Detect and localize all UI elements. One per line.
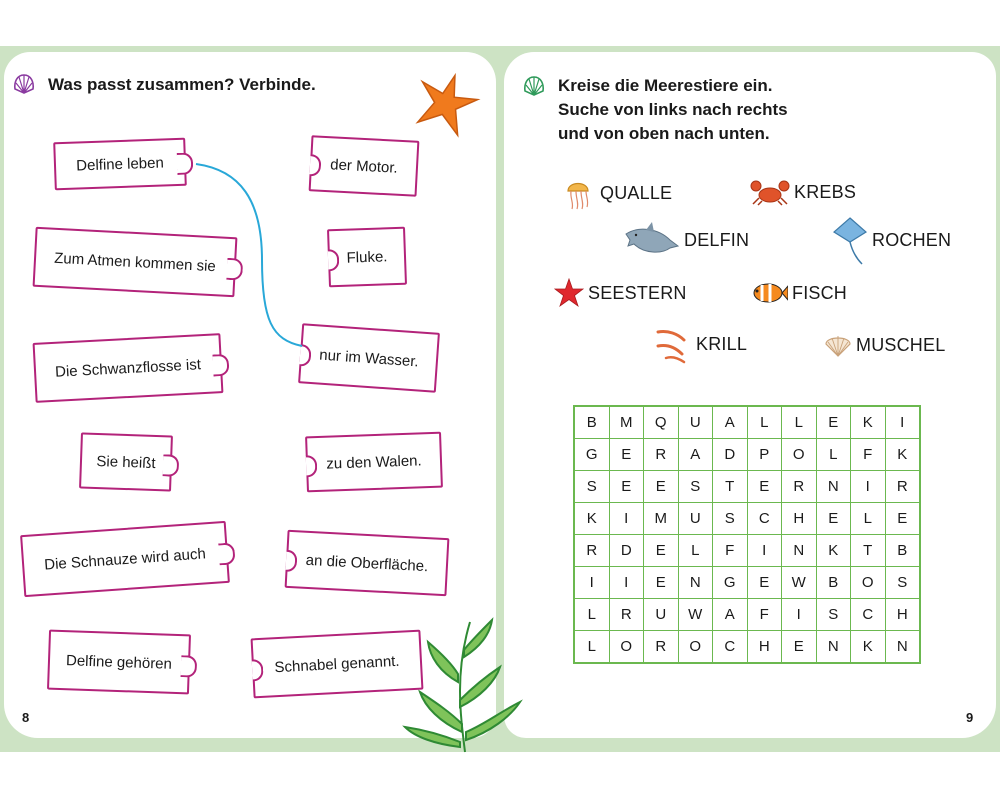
animal-label: KRILL [696, 333, 748, 354]
grid-cell[interactable]: F [747, 599, 782, 631]
grid-cell[interactable]: L [816, 439, 851, 471]
grid-cell[interactable]: D [609, 535, 644, 567]
grid-cell[interactable]: E [816, 503, 851, 535]
grid-row [574, 439, 920, 471]
card-label: Delfine gehören [65, 651, 173, 673]
grid-cell[interactable]: O [678, 631, 713, 664]
grid-cell[interactable]: B [574, 406, 609, 439]
grid-cell[interactable]: B [885, 535, 920, 567]
right-heading-line-2: Suche von links nach rechts [558, 100, 788, 119]
card-label: an die Oberfläche. [305, 551, 429, 575]
grid-row [574, 406, 920, 439]
grid-cell[interactable]: F [851, 439, 886, 471]
grid-row [574, 503, 920, 535]
crab-icon [750, 178, 790, 206]
grid-cell[interactable]: R [609, 599, 644, 631]
card-label: Zum Atmen kommen sie [53, 249, 217, 275]
animal-fisch [750, 280, 847, 306]
grid-cell[interactable]: I [574, 567, 609, 599]
grid-cell[interactable]: L [851, 503, 886, 535]
grid-row [574, 471, 920, 503]
grid-cell[interactable]: W [782, 567, 817, 599]
animal-label: DELFIN [684, 229, 750, 250]
green-shell-icon [522, 74, 546, 98]
card-label: Delfine leben [75, 153, 165, 175]
grid-cell[interactable]: L [782, 406, 817, 439]
grid-cell[interactable]: K [816, 535, 851, 567]
grid-cell[interactable]: E [644, 567, 679, 599]
seaweed-icon [400, 612, 535, 754]
clownfish-icon [750, 280, 788, 306]
grid-cell[interactable]: R [885, 471, 920, 503]
grid-cell[interactable]: E [885, 503, 920, 535]
grid-row [574, 599, 920, 631]
card-label: der Motor. [329, 155, 399, 177]
right-heading-line-3: und von oben nach unten. [558, 124, 770, 143]
krill-icon [652, 324, 692, 364]
grid-row [574, 567, 920, 599]
grid-cell[interactable]: L [678, 535, 713, 567]
grid-cell[interactable]: R [644, 439, 679, 471]
grid-cell[interactable]: G [574, 439, 609, 471]
grid-cell[interactable]: C [851, 599, 886, 631]
card-label: Schnabel genannt. [274, 652, 400, 676]
grid-cell[interactable]: F [713, 535, 748, 567]
grid-cell[interactable]: N [816, 631, 851, 664]
grid-cell[interactable]: S [678, 471, 713, 503]
grid-cell[interactable]: M [644, 503, 679, 535]
grid-cell[interactable]: N [678, 567, 713, 599]
grid-cell[interactable]: G [713, 567, 748, 599]
animal-delfin [624, 220, 749, 260]
animal-seestern [554, 278, 687, 308]
grid-cell[interactable]: N [782, 535, 817, 567]
grid-cell[interactable]: O [609, 631, 644, 664]
grid-cell[interactable]: N [885, 631, 920, 664]
grid-cell[interactable]: I [782, 599, 817, 631]
grid-cell[interactable]: K [851, 406, 886, 439]
grid-cell[interactable]: L [574, 631, 609, 664]
grid-cell[interactable]: K [885, 439, 920, 471]
grid-cell[interactable]: I [609, 567, 644, 599]
grid-cell[interactable]: E [609, 439, 644, 471]
left-heading: Was passt zusammen? Verbinde. [48, 75, 316, 94]
animal-label: QUALLE [600, 182, 673, 203]
grid-cell[interactable]: E [644, 471, 679, 503]
animal-qualle [560, 175, 672, 211]
animal-rochen [832, 214, 951, 266]
word-search-grid [573, 405, 921, 664]
grid-row [574, 631, 920, 664]
page-number-left: 8 [22, 710, 30, 725]
grid-cell[interactable]: I [609, 503, 644, 535]
grid-cell[interactable]: C [713, 631, 748, 664]
grid-cell[interactable]: O [851, 567, 886, 599]
page-number-right: 9 [966, 710, 974, 725]
grid-cell[interactable]: O [782, 439, 817, 471]
grid-cell[interactable]: E [609, 471, 644, 503]
grid-cell[interactable]: C [747, 503, 782, 535]
grid-cell[interactable]: H [885, 599, 920, 631]
grid-cell[interactable]: L [747, 406, 782, 439]
grid-row [574, 535, 920, 567]
animal-label: KREBS [794, 181, 857, 202]
grid-cell[interactable]: D [713, 439, 748, 471]
card-label: Die Schnauze wird auch [43, 544, 207, 574]
grid-cell[interactable]: M [609, 406, 644, 439]
shell-icon [824, 332, 852, 358]
stingray-icon [832, 214, 868, 266]
grid-cell[interactable]: U [644, 599, 679, 631]
grid-cell[interactable]: Q [644, 406, 679, 439]
card-label: Sie heißt [96, 452, 156, 472]
grid-cell[interactable]: L [574, 599, 609, 631]
grid-cell[interactable]: I [885, 406, 920, 439]
grid-cell[interactable]: E [782, 631, 817, 664]
grid-cell[interactable]: R [782, 471, 817, 503]
card-label: nur im Wasser. [318, 346, 420, 370]
grid-cell[interactable]: A [713, 599, 748, 631]
grid-cell[interactable]: R [644, 631, 679, 664]
card-label: zu den Walen. [326, 451, 422, 473]
animal-krebs [750, 178, 856, 206]
grid-cell[interactable]: N [816, 471, 851, 503]
grid-cell[interactable]: E [816, 406, 851, 439]
grid-cell[interactable]: I [851, 471, 886, 503]
grid-cell[interactable]: R [574, 535, 609, 567]
grid-cell[interactable]: W [678, 599, 713, 631]
card-label: Die Schwanzflosse ist [54, 355, 202, 381]
grid-cell[interactable]: B [816, 567, 851, 599]
grid-cell[interactable]: A [678, 439, 713, 471]
grid-cell[interactable]: U [678, 503, 713, 535]
animal-label: SEESTERN [588, 282, 687, 303]
dolphin-icon [624, 220, 680, 260]
grid-cell[interactable]: U [678, 406, 713, 439]
grid-cell[interactable]: K [574, 503, 609, 535]
grid-cell[interactable]: S [816, 599, 851, 631]
grid-cell[interactable]: E [747, 567, 782, 599]
animal-krill [652, 324, 747, 364]
grid-cell[interactable]: A [713, 406, 748, 439]
animal-label: ROCHEN [872, 229, 952, 250]
animal-label: FISCH [792, 282, 847, 303]
animal-label: MUSCHEL [856, 334, 946, 355]
animal-muschel [824, 332, 945, 358]
right-heading-line-1: Kreise die Meerestiere ein. [558, 76, 773, 95]
card-label: Fluke. [346, 247, 388, 267]
grid-cell[interactable]: S [574, 471, 609, 503]
grid-cell[interactable]: K [851, 631, 886, 664]
grid-cell[interactable]: E [644, 535, 679, 567]
right-heading [558, 74, 788, 146]
grid-cell[interactable]: T [851, 535, 886, 567]
jellyfish-icon [560, 175, 596, 211]
grid-cell[interactable]: T [713, 471, 748, 503]
starfish-icon [554, 278, 584, 308]
grid-cell[interactable]: H [782, 503, 817, 535]
grid-cell[interactable]: P [747, 439, 782, 471]
grid-cell[interactable]: E [747, 471, 782, 503]
grid-cell[interactable]: I [747, 535, 782, 567]
grid-cell[interactable]: H [747, 631, 782, 664]
grid-cell[interactable]: S [885, 567, 920, 599]
grid-cell[interactable]: S [713, 503, 748, 535]
